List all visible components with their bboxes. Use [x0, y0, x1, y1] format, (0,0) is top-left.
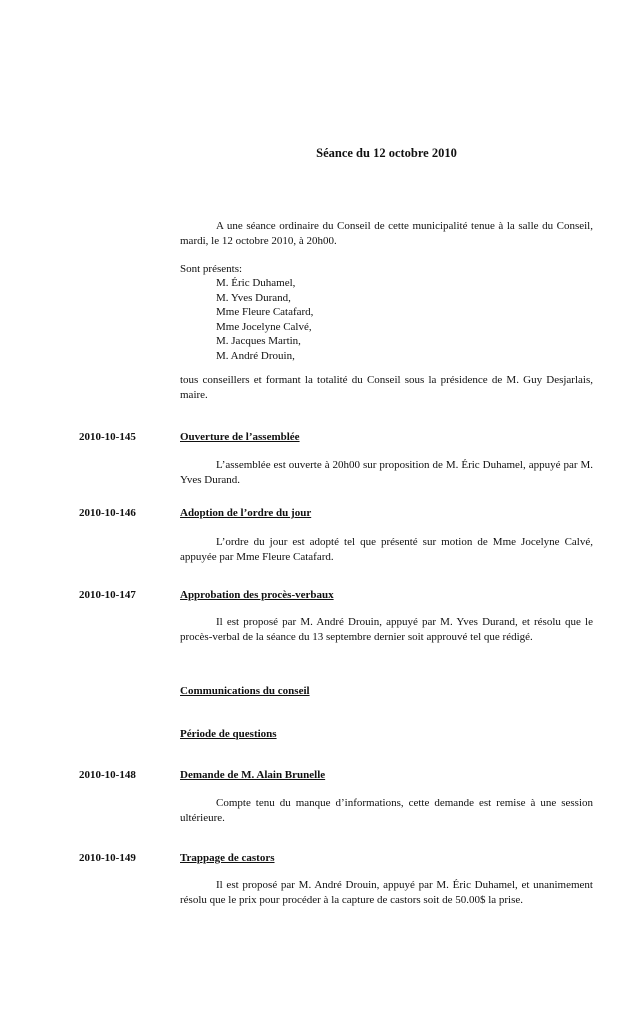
member-item: Mme Jocelyne Calvé,	[216, 320, 312, 333]
section-heading: Période de questions	[180, 728, 277, 740]
present-label: Sont présents:	[180, 263, 243, 275]
section-heading: Demande de M. Alain Brunelle	[180, 769, 326, 781]
resolution-number: 2010-10-148	[79, 769, 136, 781]
member-item: M. Yves Durand,	[216, 291, 291, 304]
member-item: Mme Fleure Catafard,	[216, 306, 314, 318]
section-text: L’assemblée est ouverte à 20h00 sur proposition de M. Éric Duhamel, appuyé par M. Yves Durand.	[180, 459, 593, 486]
section-text: L’ordre du jour est adopté tel que présenté sur motion de Mme Jocelyne Calvé, appuyée par Mme Fleure Catafard.	[180, 536, 593, 563]
closing-paragraph: tous conseillers et formant la totalité du Conseil sous la présidence de M. Guy Desjarlais, maire.	[180, 374, 593, 401]
resolution-number: 2010-10-149	[79, 852, 136, 864]
page-title: Séance du 12 octobre 2010	[316, 146, 457, 160]
resolution-number: 2010-10-145	[79, 431, 136, 443]
section-heading: Communications du conseil	[180, 685, 310, 697]
section-text: Il est proposé par M. André Drouin, appuyé par M. Éric Duhamel, et unanimement résolu que le prix pour procéder à la capture de castors soit de 50.00$ la prise.	[180, 879, 593, 906]
resolution-number: 2010-10-146	[79, 507, 136, 519]
members-list	[216, 276, 313, 363]
section-heading: Approbation des procès-verbaux	[180, 589, 334, 601]
member-item: M. André Drouin,	[216, 349, 295, 362]
section-heading: Adoption de l’ordre du jour	[180, 507, 312, 519]
intro-paragraph: A une séance ordinaire du Conseil de cette municipalité tenue à la salle du Conseil, mardi, le 12 octobre 2010, à 20h00.	[180, 220, 593, 247]
section-text: Compte tenu du manque d’informations, cette demande est remise à une session ultérieure.	[180, 797, 593, 824]
resolution-number: 2010-10-147	[79, 589, 136, 601]
member-item: M. Éric Duhamel,	[216, 277, 296, 289]
section-text: Il est proposé par M. André Drouin, appuyé par M. Yves Durand, et résolu que le procès-verbal de la séance du 13 septembre dernier soit approuvé tel que rédigé.	[180, 616, 593, 643]
member-item: M. Jacques Martin,	[216, 335, 301, 347]
section-heading: Ouverture de l’assemblée	[180, 431, 300, 443]
section-heading: Trappage de castors	[180, 852, 275, 864]
